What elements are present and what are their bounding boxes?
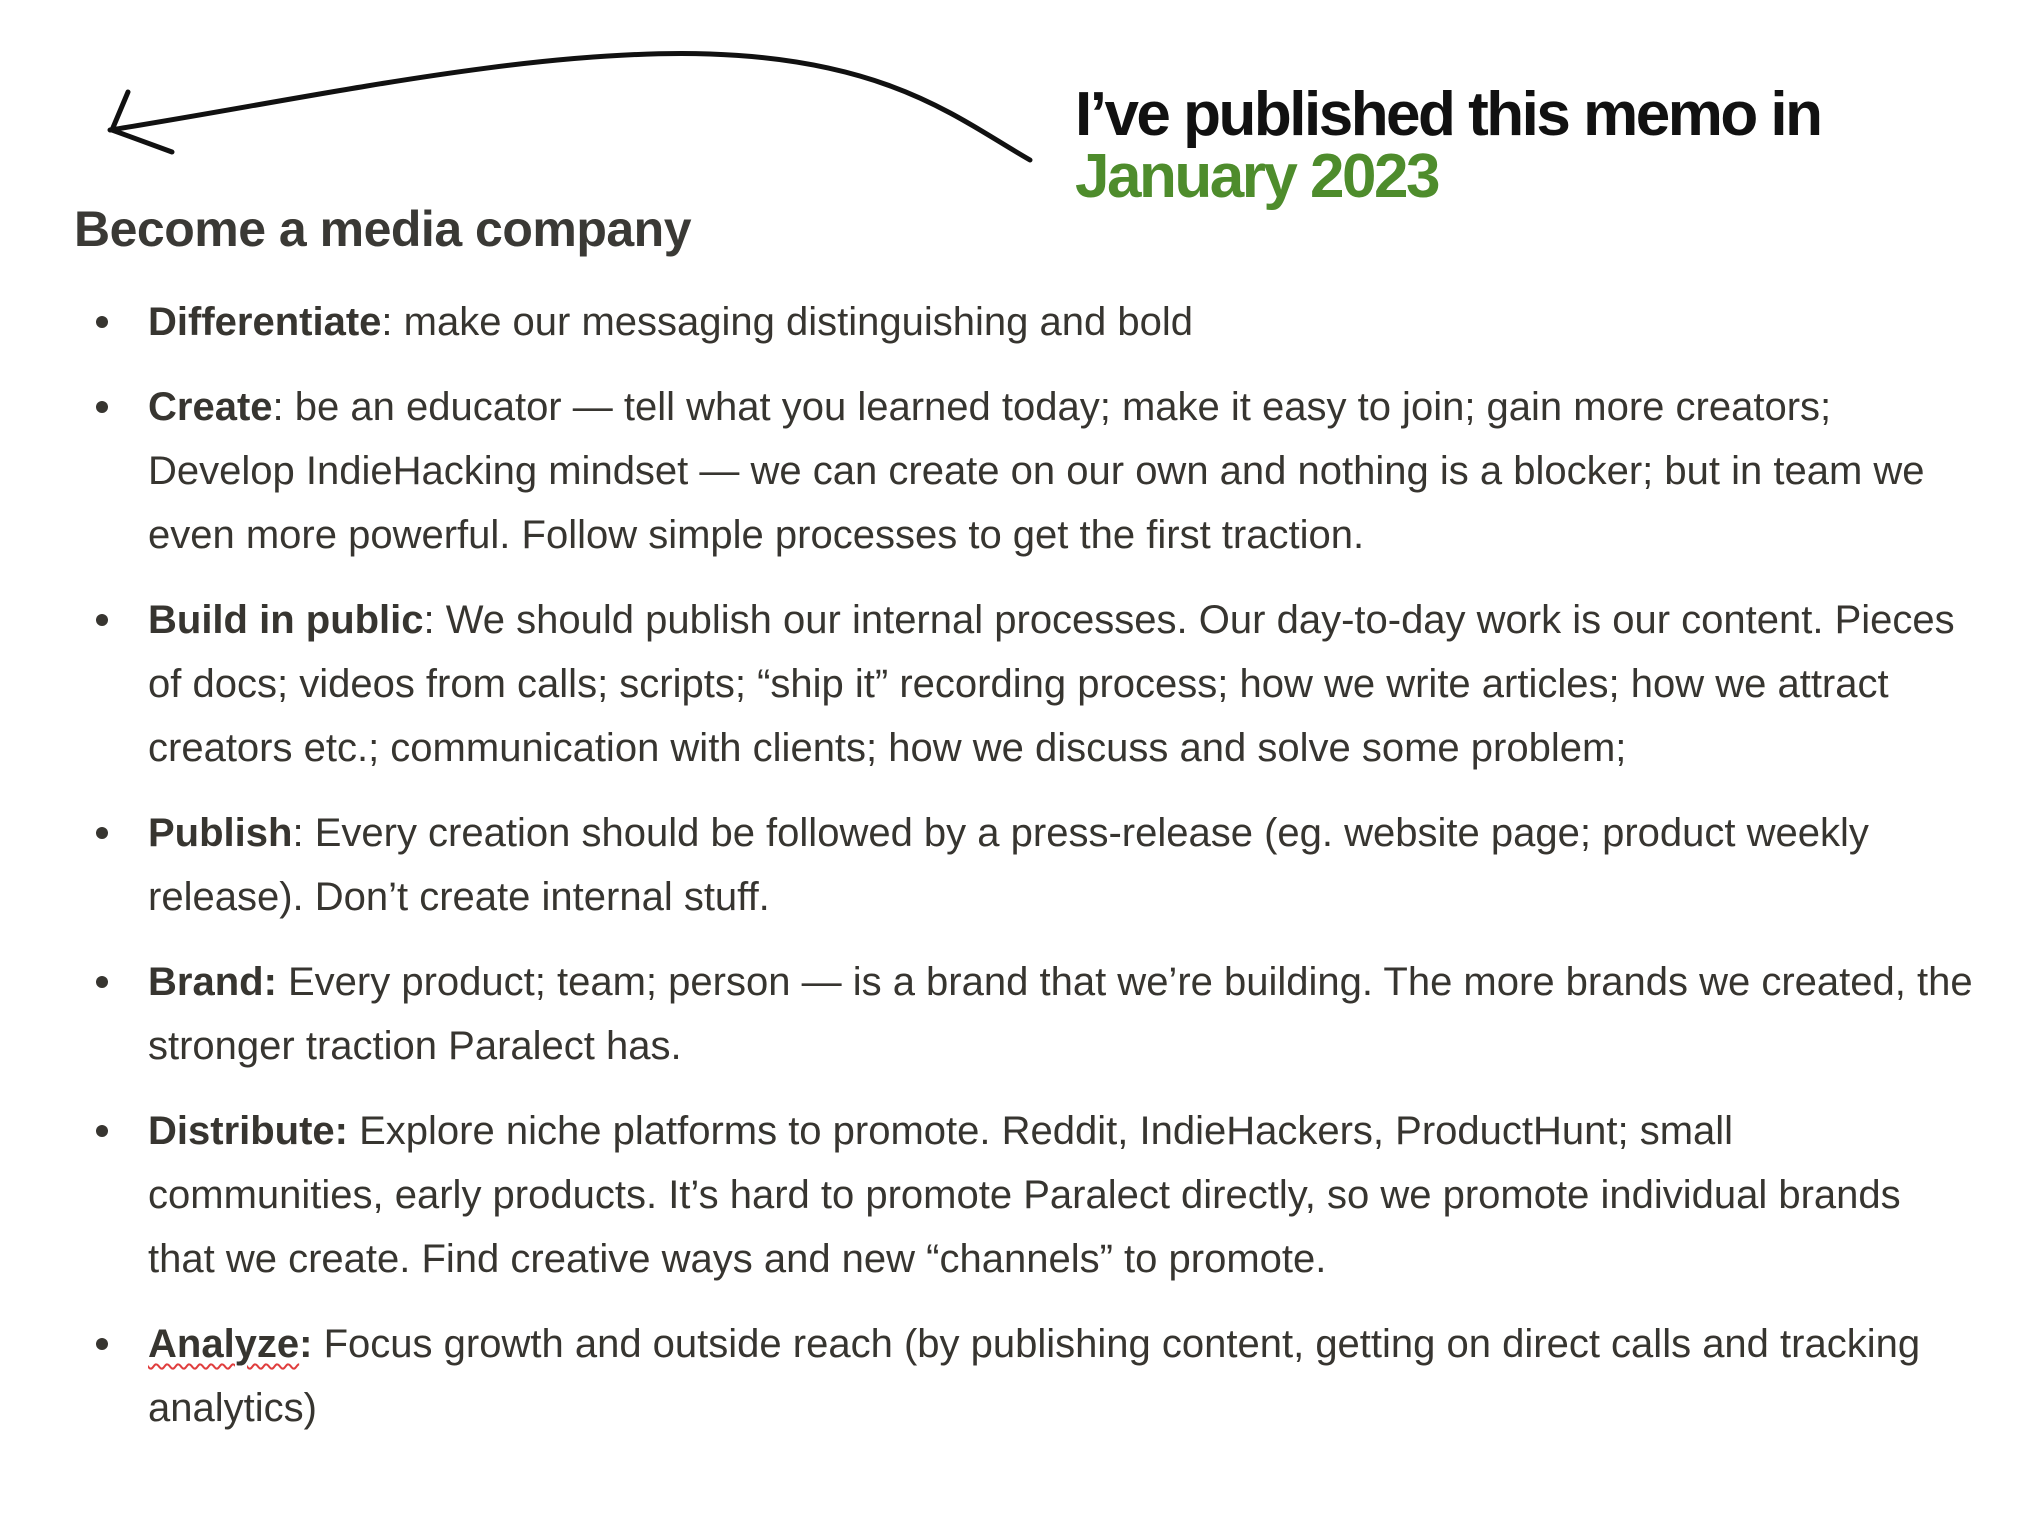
bullet-term: Differentiate [148, 300, 382, 344]
bullet-create [74, 375, 1974, 567]
bullet-term: Distribute: [148, 1109, 348, 1153]
bullet-build-in-public [74, 588, 1974, 780]
bullet-separator: : [292, 811, 304, 855]
bullet-separator: : [272, 385, 284, 429]
hand-drawn-arrow-icon [100, 40, 1040, 170]
publication-callout [1075, 80, 1821, 211]
bullet-analyze [74, 1312, 1974, 1440]
bullet-term: Publish [148, 811, 293, 855]
bullet-dot-icon [96, 976, 108, 988]
bullet-dot-icon [96, 1338, 108, 1350]
bullet-text: We should publish our internal processes. Our day-to-day work is our content. Pieces of docs; videos from calls; scripts; “ship it” recording process; how we write articles; how we attract creators etc.; communication with clients; how we discuss and solve some problem; [148, 598, 1955, 770]
bullet-distribute [74, 1099, 1974, 1291]
bullet-publish [74, 801, 1974, 929]
bullet-term: Build in public [148, 598, 424, 642]
bullet-dot-icon [96, 401, 108, 413]
bullet-brand [74, 950, 1974, 1078]
memo-bullet-list [74, 290, 1974, 1461]
bullet-text: make our messaging distinguishing and bold [392, 300, 1194, 344]
bullet-text: Explore niche platforms to promote. Reddit, IndieHackers, ProductHunt; small communities, early products. It’s hard to promote Paralect directly, so we promote individual brands that we create. Find creative ways and new “channels” to promote. [148, 1109, 1901, 1281]
memo-heading: Become a media company [74, 201, 692, 257]
bullet-separator: : [299, 1322, 313, 1366]
bullet-term: Brand: [148, 960, 277, 1004]
bullet-dot-icon [96, 827, 108, 839]
bullet-term-spellcheck-flagged: Analyze [148, 1322, 300, 1366]
bullet-text: Every product; team; person — is a brand that we’re building. The more brands we created, the stronger traction Paralect has. [148, 960, 1973, 1068]
bullet-text: Focus growth and outside reach (by publishing content, getting on direct calls and tracking analytics) [148, 1322, 1921, 1430]
bullet-text: Every creation should be followed by a press-release (eg. website page; product weekly release). Don’t create internal stuff. [148, 811, 1869, 919]
bullet-separator: : [423, 598, 435, 642]
bullet-dot-icon [96, 316, 108, 328]
bullet-dot-icon [96, 1125, 108, 1137]
bullet-differentiate [74, 290, 1974, 354]
callout-line-1: I’ve published this memo in [1075, 80, 1821, 149]
callout-date: January 2023 [1075, 142, 1438, 211]
bullet-separator: : [381, 300, 393, 344]
bullet-text: be an educator — tell what you learned today; make it easy to join; gain more creators; Develop IndieHacking mindset — we can create on our own and nothing is a blocker; but in team we even more powerful. Follow simple processes to get the first traction. [148, 385, 1925, 557]
bullet-term: Create [148, 385, 273, 429]
bullet-dot-icon [96, 614, 108, 626]
